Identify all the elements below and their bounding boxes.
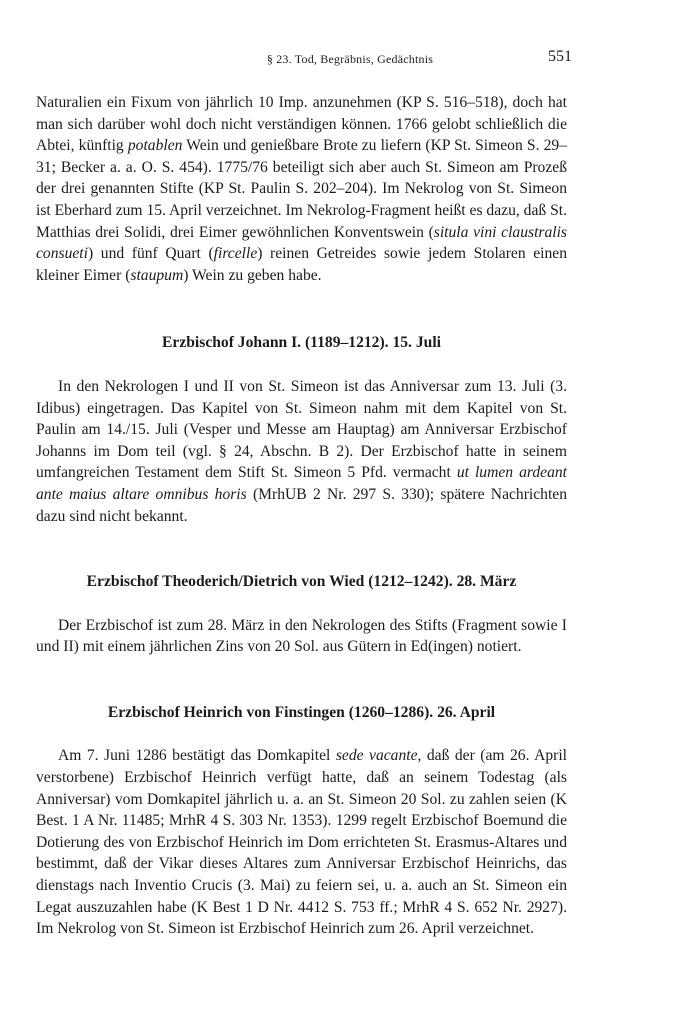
section-title: § 23. Tod, Begräbnis, Gedächtnis (266, 52, 434, 66)
paragraph-heinrich: Am 7. Juni 1286 bestätigt das Domkapitel sede vacante, daß der (am 26. April verstorbene) Erzbischof Heinrich verfügt hatte, daß an seinem Todestag (als Anniversar) vom Domkapitel jährlich u. a. an St. Simeon 20 Sol. zu zahlen seien (K Best. 1 A Nr. 11485; MrhR 4 S. 303 Nr. 1353). 1299 regelt Erzbischof Boemund die Dotierung des von Erzbischof Heinrich im Dom errichteten St. Erasmus-Altares und bestimmt, daß der Vikar dieses Altares zum Anniversar Erzbischof Heinrichs, das dienstags nach Inventio Crucis (3. Mai) zu feiern sei, u. a. auch an St. Simeon ein Legat auszuzahlen habe (K Best 1 D Nr. 4412 S. 753 ff.; MrhR 4 S. 652 Nr. 2927). Im Nekrolog von St. Simeon ist Erzbischof Heinrich zum 26. April verzeichnet. (36, 747, 568, 938)
page-body (36, 92, 567, 940)
continued-paragraph: Naturalien ein Fixum von jährlich 10 Imp. anzunehmen (KP S. 516–518), doch hat man sich darüber wohl doch nicht verständigen können. 1766 gelobt schließlich die Abtei, künftig potablen Wein und genießbare Brote zu liefern (KP St. Simeon S. 29–31; Becker a. a. O. S. 454). 1775/76 beteiligt sich aber auch St. Simeon am Prozeß der drei genannten Stifte (KP St. Paulin S. 202–204). Im Nekrolog von St. Simeon ist Eberhard zum 15. April verzeichnet. Im Nekrolog-Fragment heißt es dazu, daß St. Matthias drei Solidi, drei Eimer gewöhnlichen Konventswein (situla vini claustralis consueti) und fünf Quart (fircelle) reinen Getreides sowie jedem Stolaren einen kleiner Eimer (staupum) Wein zu geben habe. (36, 94, 567, 284)
paragraph-theoderich: Der Erzbischof ist zum 28. März in den Nekrologen des Stifts (Fragment sowie I und II) mit einem jährlichen Zins von 20 Sol. aus Gütern in Ed(ingen) notiert. (36, 616, 567, 656)
heading-johann: Erzbischof Johann I. (1189–1212). 15. Juli (162, 334, 441, 352)
heading-heinrich: Erzbischof Heinrich von Finstingen (1260–1286). 26. April (107, 703, 496, 721)
running-head (0, 0, 700, 80)
paragraph-johann: In den Nekrologen I und II von St. Simeon ist das Anniversar zum 13. Juli (3. Idibus) eingetragen. Das Kapitel von St. Simeon nahm mit dem Kapitel von St. Paulin am 14./15. Juli (Vesper und Messe am Hauptag) am Anniversar Erzbischof Johanns im Dom teil (vgl. § 24, Abschn. B 2). Der Erzbischof hatte in seinem umfangreichen Testament dem Stift St. Simeon 5 Pfd. vermacht ut lumen ardeant ante maius altare omnibus horis (MrhUB 2 Nr. 297 S. 330); spätere Nachrichten dazu sind nicht bekannt. (36, 377, 567, 525)
page-number: 551 (548, 48, 572, 65)
heading-theoderich: Erzbischof Theoderich/Dietrich von Wied (1212–1242). 28. März (86, 573, 517, 591)
